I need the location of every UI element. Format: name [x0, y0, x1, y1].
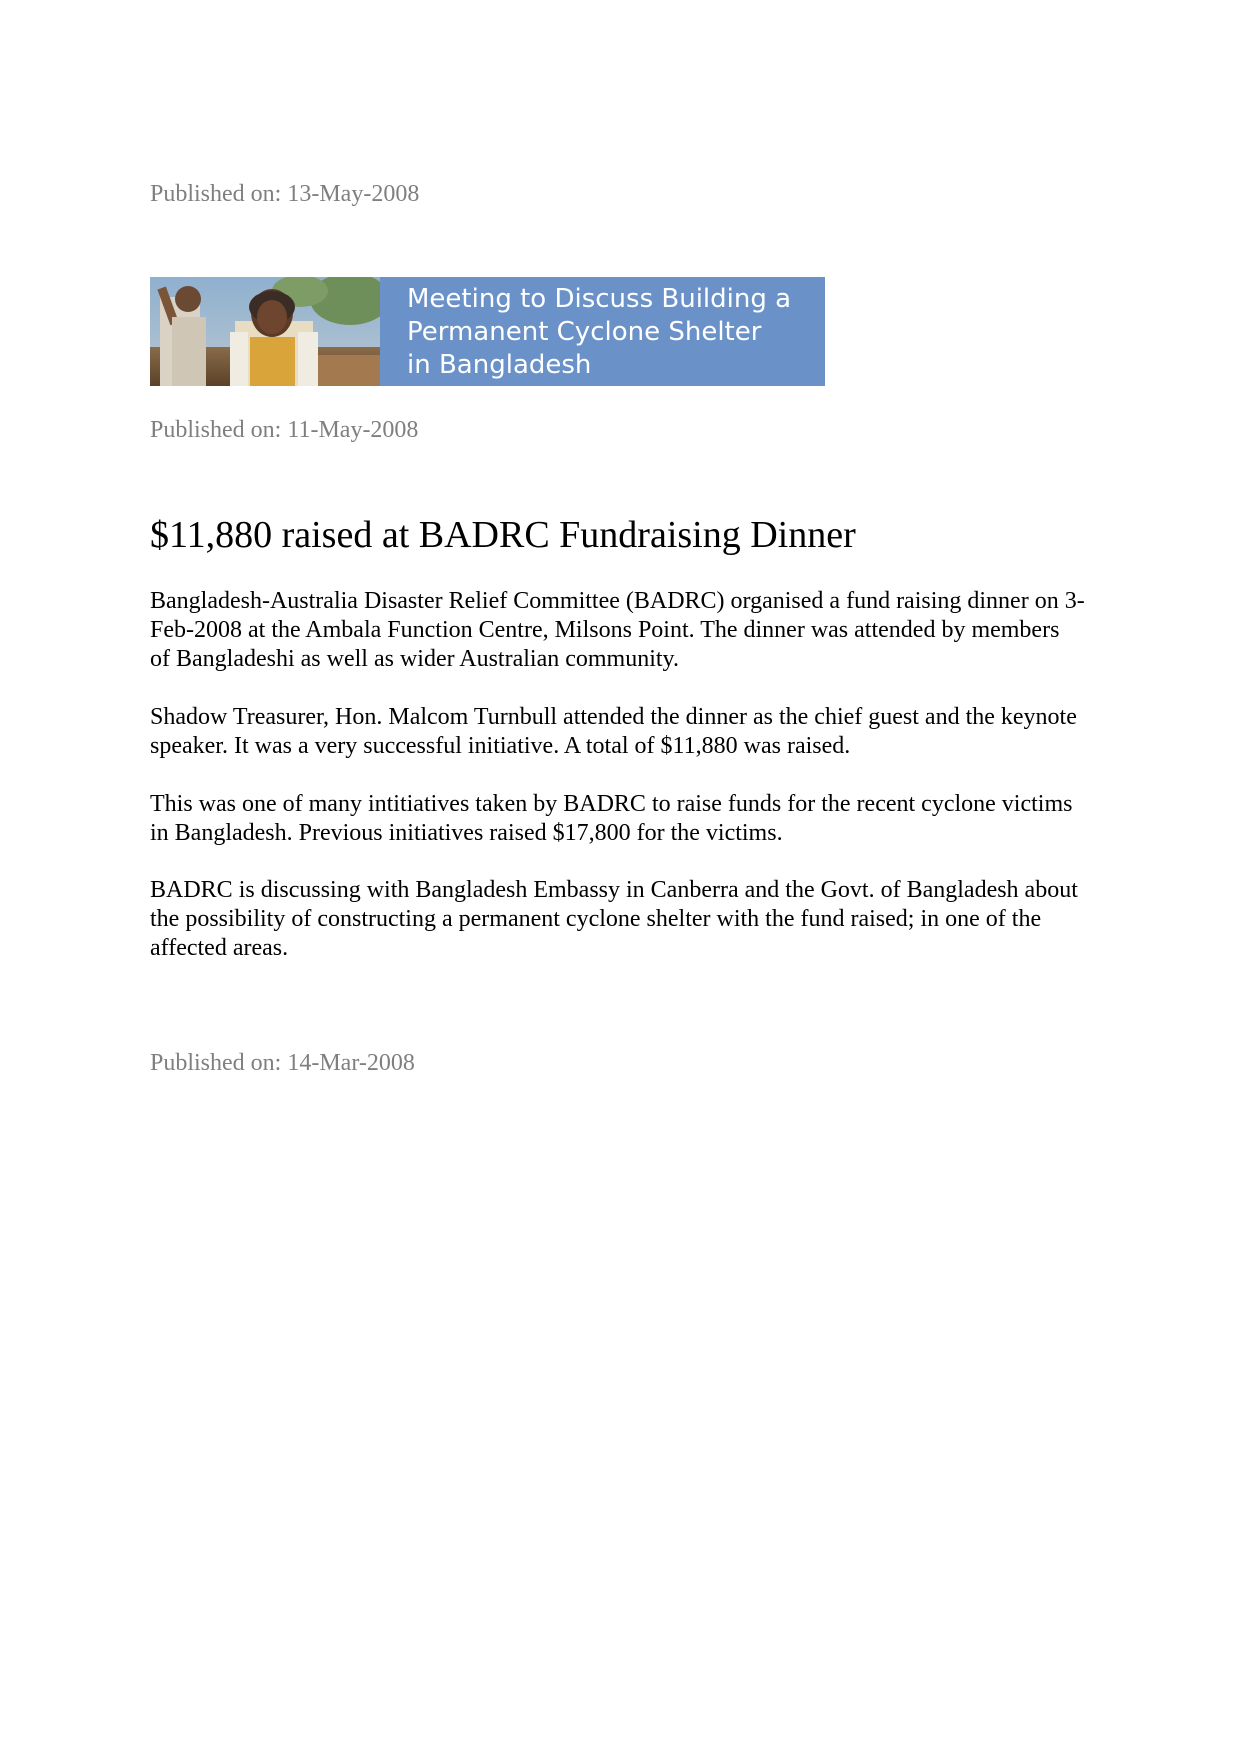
article-paragraph: BADRC is discussing with Bangladesh Embassy in Canberra and the Govt. of Bangladesh about the possibility of constructing a permanent cyclone shelter with the fund raised; in one of the affected areas. [150, 877, 1078, 961]
published-date: Published on: 11-May-2008 [150, 417, 419, 443]
banner-line: Permanent Cyclone Shelter [407, 317, 762, 347]
published-date: Published on: 14-Mar-2008 [150, 1050, 415, 1076]
banner-line: Meeting to Discuss Building a [407, 284, 792, 314]
article-paragraph: Bangladesh-Australia Disaster Relief Committee (BADRC) organised a fund raising dinner on 3-Feb-2008 at the Ambala Function Centre, Milsons Point. The dinner was attended by members of Bangladeshi as well as wider Australian community. [150, 588, 1085, 672]
banner-caption [407, 283, 817, 382]
article-title: $11,880 raised at BADRC Fundraising Dinner [150, 514, 856, 556]
villagers-photo [150, 277, 380, 386]
article-paragraph: Shadow Treasurer, Hon. Malcom Turnbull attended the dinner as the chief guest and the keynote speaker. It was a very successful initiative. A total of $11,880 was raised. [150, 704, 1077, 759]
banner-line: in Bangladesh [407, 350, 592, 380]
cyclone-shelter-banner[interactable] [150, 277, 825, 386]
article-paragraph: This was one of many intitiatives taken by BADRC to raise funds for the recent cyclone victims in Bangladesh. Previous initiatives raised $17,800 for the victims. [150, 791, 1073, 846]
published-date: Published on: 13-May-2008 [150, 181, 420, 207]
document-page [150, 0, 1090, 1754]
